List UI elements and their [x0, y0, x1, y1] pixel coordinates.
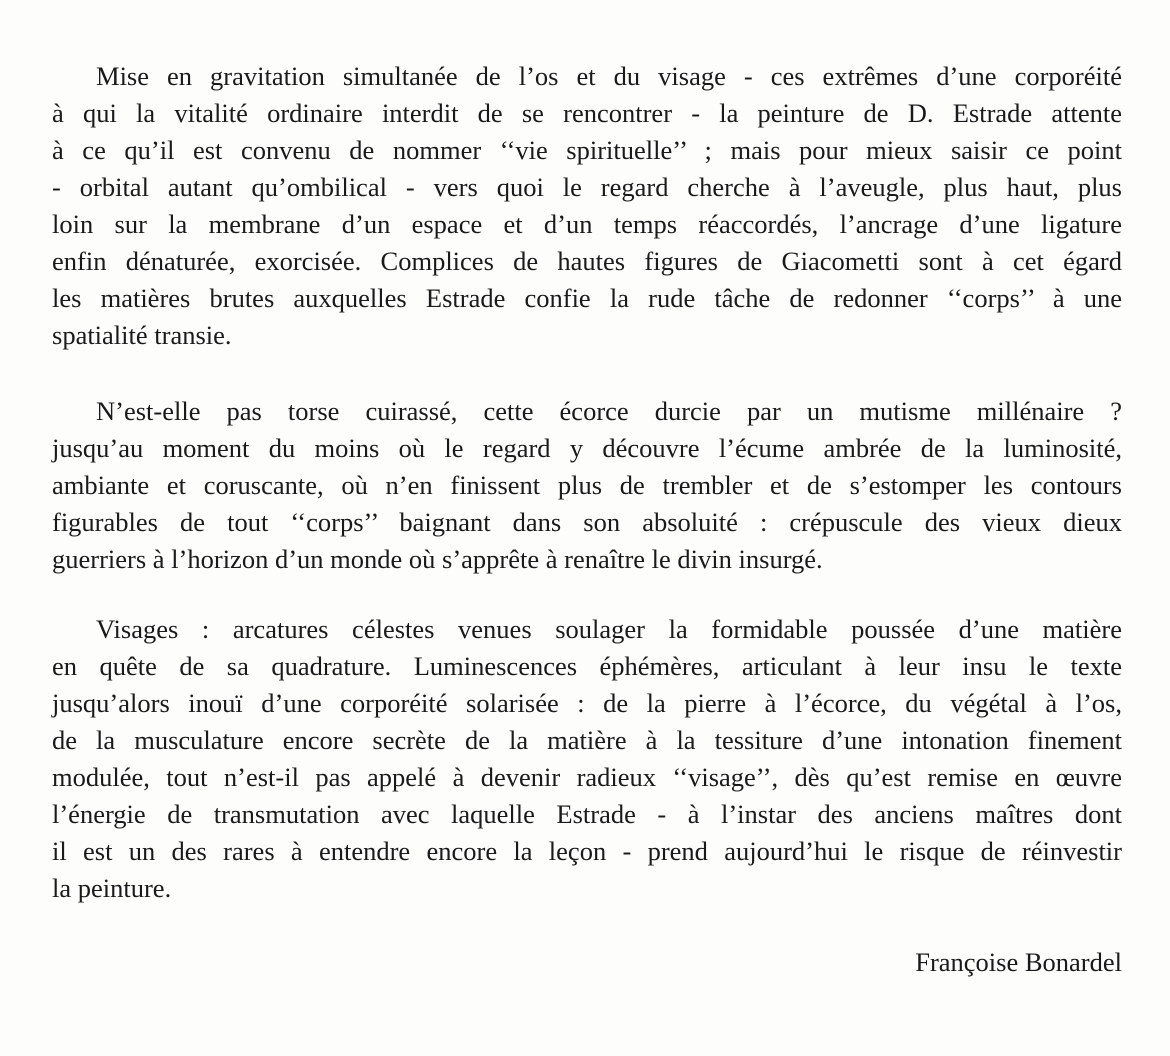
paragraph-line: figurables de tout ‘‘corps’’ baignant dans son absoluité : crépuscule des vieux dieux [52, 507, 1122, 537]
paragraph-line: guerriers à l’horizon d’un monde où s’apprête à renaître le divin insurgé. [52, 544, 823, 574]
paragraph-line: loin sur la membrane d’un espace et d’un temps réaccordés, l’ancrage d’une ligature [52, 209, 1122, 239]
paragraph-2 [52, 393, 1122, 578]
paragraph-line: jusqu’au moment du moins où le regard y découvre l’écume ambrée de la luminosité, [52, 433, 1122, 463]
paragraph-line: en quête de sa quadrature. Luminescences éphémères, articulant à leur insu le texte [52, 651, 1122, 681]
paragraph-3 [52, 611, 1122, 907]
paragraph-line: - orbital autant qu’ombilical - vers quoi le regard cherche à l’aveugle, plus haut, plus [52, 172, 1122, 202]
paragraph-line: Mise en gravitation simultanée de l’os et du visage - ces extrêmes d’une corporéité [96, 61, 1122, 91]
author-signature: Françoise Bonardel [915, 947, 1122, 977]
paragraph-line: les matières brutes auxquelles Estrade confie la rude tâche de redonner ‘‘corps’’ à une [52, 283, 1122, 313]
paragraph-line: spatialité transie. [52, 320, 232, 350]
paragraph-line: à qui la vitalité ordinaire interdit de se rencontrer - la peinture de D. Estrade attente [52, 98, 1122, 128]
paragraph-line: ambiante et coruscante, où n’en finissent plus de trembler et de s’estomper les contours [52, 470, 1122, 500]
paragraph-line: à ce qu’il est convenu de nommer ‘‘vie spirituelle’’ ; mais pour mieux saisir ce point [52, 135, 1122, 165]
paragraph-line: jusqu’alors inouï d’une corporéité solarisée : de la pierre à l’écorce, du végétal à l’os, [52, 688, 1122, 718]
paragraph-line: il est un des rares à entendre encore la leçon - prend aujourd’hui le risque de réinvestir [52, 836, 1122, 866]
paragraph-line: enfin dénaturée, exorcisée. Complices de hautes figures de Giacometti sont à cet égard [52, 246, 1122, 276]
paragraph-1 [52, 58, 1122, 354]
paragraph-line: de la musculature encore secrète de la matière à la tessiture d’une intonation finement [52, 725, 1122, 755]
paragraph-line: Visages : arcatures célestes venues soulager la formidable poussée d’une matière [96, 614, 1122, 644]
paragraph-line: l’énergie de transmutation avec laquelle Estrade - à l’instar des anciens maîtres dont [52, 799, 1122, 829]
paragraph-line: N’est-elle pas torse cuirassé, cette écorce durcie par un mutisme millénaire ? [96, 396, 1122, 426]
paragraph-line: modulée, tout n’est-il pas appelé à devenir radieux ‘‘visage’’, dès qu’est remise en œuvre [52, 762, 1122, 792]
paragraph-line: la peinture. [52, 873, 172, 903]
